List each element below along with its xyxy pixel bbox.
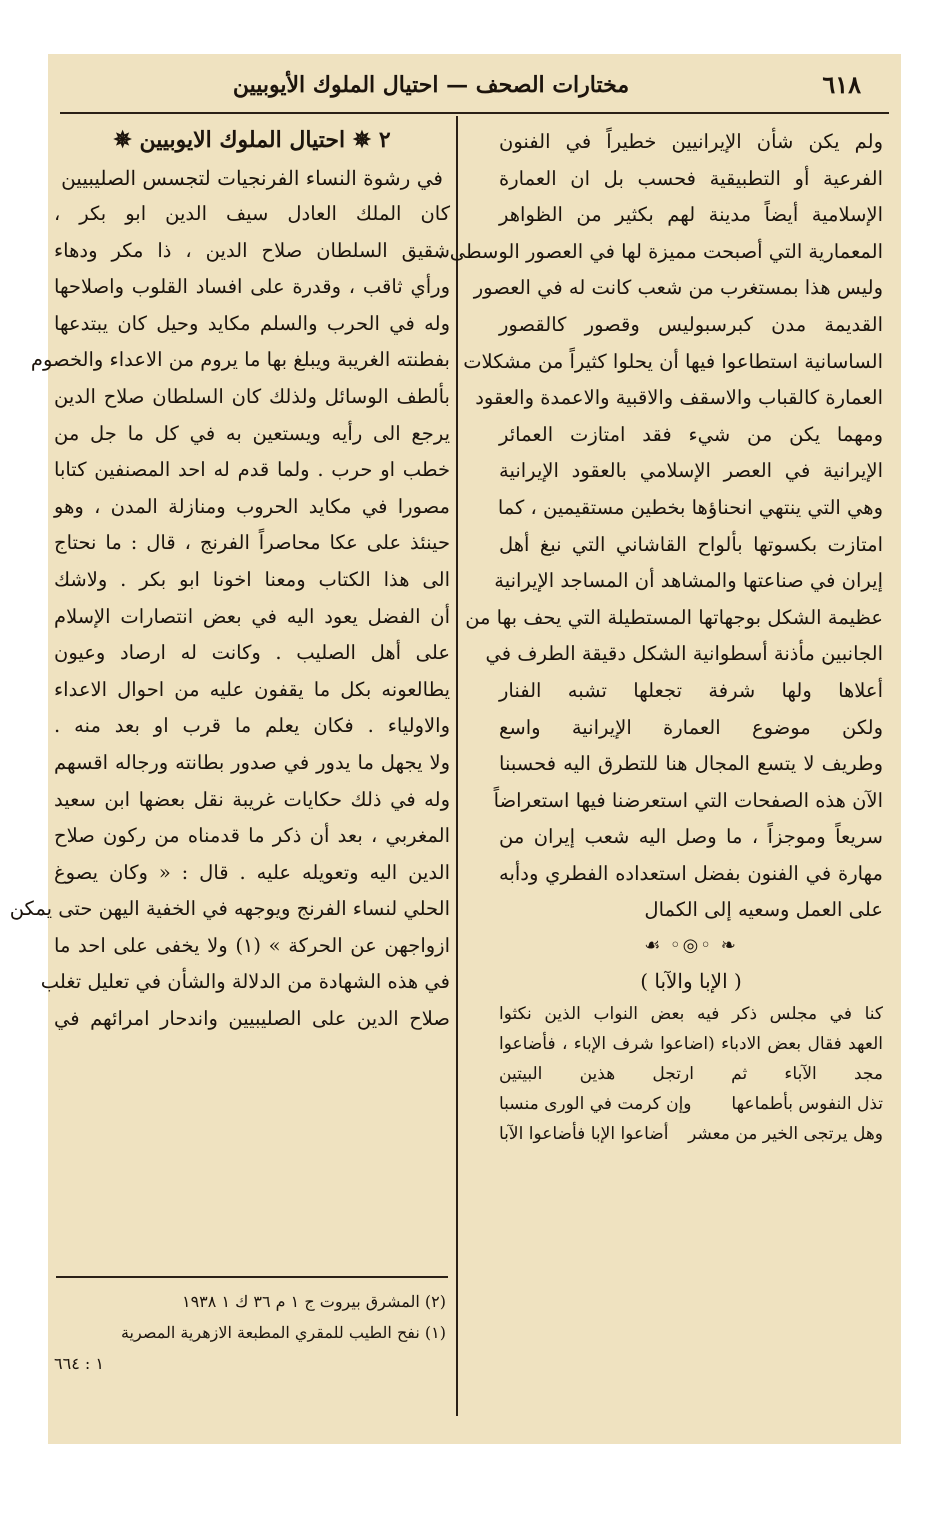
ornament-divider: ❧ ◦◎◦ ☙ [644,935,738,957]
text-line: يرجع الى رأيه ويستعين به في كل ما جل من [54,421,450,445]
text-line: ولكن موضوع العمارة الإيرانية واسع [499,715,883,739]
text-line: مصورا في مكايد الحروب ومنازلة المدن ، وهو [54,494,450,518]
text-line: القديمة مدن كبرسبوليس وقصور كالقصور [499,312,883,336]
text-line: في هذه الشهادة من الدلالة والشأن في تعليل تغلب [40,970,450,994]
text-line: الحلي لنساء الفرنج ويوجهه في الخفية اليهن حتى يمكن [9,897,450,921]
verse-first-hemistich: وهل يرتجى الخير من معشر [688,1124,883,1145]
text-line: خطب او حرب . ولما قدم له احد المصنفين كتابا [54,458,450,482]
text-line: صلاح الدين على الصليبيين واندحار امرائهم في [54,1007,450,1031]
text-line: وطريف لا يتسع المجال هنا للتطرق اليه فحسبنا [499,752,883,776]
page-number: ٦١٨ [822,70,861,99]
running-title: مختارات الصحف — احتيال الملوك الأيوبيين [232,72,630,98]
verse-second-hemistich: وإن كرمت في الورى منسبا [499,1094,692,1115]
text-line: وله في ذلك حكايات غريبة نقل بعضها ابن سعيد [54,787,450,811]
poem-intro-line: كنا في مجلس ذكر فيه بعض النواب الذين نكثوا [499,1004,883,1025]
text-line: شقيق السلطان صلاح الدين ، ذا مكر ودهاء [54,238,450,262]
text-line: إيران في صناعتها والمشاهد أن المساجد الإيرانية [494,569,883,593]
text-line: بفطنته الغريبة ويبلغ بها ما يروم من الاعداء والخصوم [30,348,450,372]
text-line: امتازت بكسوتها بألواح القاشاني التي نبغ أهل [499,532,883,556]
text-line: أعلاها ولها شرفة تجعلها تشبه الفنار [499,678,883,702]
section-subtitle: في رشوة النساء الفرنجيات لتجسس الصليبيين [61,166,443,190]
footnote-continuation: ١ : ٦٦٤ [54,1354,104,1373]
verse-first-hemistich: تذل النفوس بأطماعها [731,1094,883,1115]
section-title: ٢ ✵ احتيال الملوك الايوبيين ✵ [113,127,391,153]
text-line: الفرعية أو التطبيقية فحسب بل ان العمارة [499,166,883,190]
verse-second-hemistich: أضاعوا الإبا فأضاعوا الآبا [499,1124,669,1145]
text-line: الإيرانية في العصر الإسلامي بالعقود الإيرانية [499,459,883,483]
text-line: عظيمة الشكل بوجهاتها المستطيلة التي يحف بها من [465,605,883,629]
text-line: الى هذا الكتاب ومعنا اخونا ابو بكر . ولاشك [54,567,450,591]
text-line: سريعاً وموجزاً ، ما وصل اليه شعب إيران من [499,825,883,849]
poem-verses [499,1089,883,1149]
text-line: ورأي ثاقب ، وقدرة على افساد القلوب واصلاحها [54,275,450,299]
footnote: (١) نفح الطيب للمقري المطبعة الازهرية المصرية [120,1323,446,1342]
text-line: ومهما يكن من شيء فقد امتازت العمائر [499,422,883,446]
left-column [9,120,450,1038]
text-line: وليس هذا بمستغرب من شعب كانت له في العصور [473,276,883,300]
text-line: وله في الحرب والسلم مكايد وحيل كان يبتدعها [54,311,450,335]
text-line: الجانبين مأذنة أسطوانية الشكل دقيقة الطرف في [485,642,883,666]
text-line: المعمارية التي أصبحت مميزة لها في العصور الوسطى . [437,239,883,263]
text-line: كان الملك العادل سيف الدين ابو بكر ، [54,202,450,225]
text-line: يطالعونه بكل ما يقفون عليه من احوال الاعداء [54,677,450,701]
text-line: الإسلامية أيضاً مدينة لهم بكثير من الظواهر [499,203,883,227]
poem-title: ( الإبا والآبا ) [640,969,742,994]
text-line: حينئذ على عكا محاصراً الفرنج ، قال : ما نحتاج [54,531,450,555]
right-column-paragraph [437,124,883,929]
text-line: وهي التي ينتهي انحناؤها بخطين مستقيمين ، كما [497,495,883,519]
poem-intro-line: العهد فقال بعض الادباء (اضاعوا شرف الإباء ، فأضاعوا [499,1034,883,1055]
poem-intro-line: مجد الآباء ثم ارتجل هذين البيتين [499,1064,883,1085]
text-line: ولم يكن شأن الإيرانيين خطيراً في الفنون [499,130,883,153]
text-line: المغربي ، بعد أن ذكر ما قدمناه من ركون صلاح [54,824,450,848]
left-column-paragraph [9,196,450,1038]
text-line: بألطف الوسائل ولذلك كان السلطان صلاح الدين [54,384,450,408]
document-page [9,54,901,1444]
text-line: مهارة في الفنون بفضل استعداده الفطري ودأبه [499,861,883,885]
column-divider [456,116,458,1416]
footnote-rule [56,1276,448,1278]
text-line: على أهل الصليب . وكانت له ارصاد وعيون [54,641,450,665]
header-rule [60,112,889,114]
text-line: الآن هذه الصفحات التي استعرضنا فيها استعراضاً [493,788,883,812]
text-line: العمارة كالقباب والاسقف والاقبية والاعمدة والعقود [475,386,883,410]
text-line: الساسانية استطاعوا فيها أن يحلوا كثيراً من مشكلات [463,349,883,373]
footnotes [54,1286,446,1379]
footnote: (٢) المشرق بيروت ج ١ م ٣٦ ك ١ ١٩٣٨ [181,1292,446,1311]
text-line: على العمل وسعيه إلى الكمال [644,898,883,922]
text-line: والاولياء . فكان يعلم ما قرب او بعد منه . [54,714,450,738]
poem-intro [499,999,883,1089]
text-line: ولا يجهل ما يدور في صدور بطانته ورجاله اقسهم [54,750,450,774]
verse-line [499,1119,883,1149]
right-column [437,124,883,1149]
text-line: ازواجهن عن الحركة » (١) ولا يخفى على احد ما [54,933,450,957]
page-header [48,68,901,108]
verse-line [499,1089,883,1119]
text-line: أن الفضل يعود اليه في بعض انتصارات الإسلام [54,604,450,628]
text-line: الدين اليه وتعويله عليه . قال : « وكان يصوغ [54,860,450,884]
